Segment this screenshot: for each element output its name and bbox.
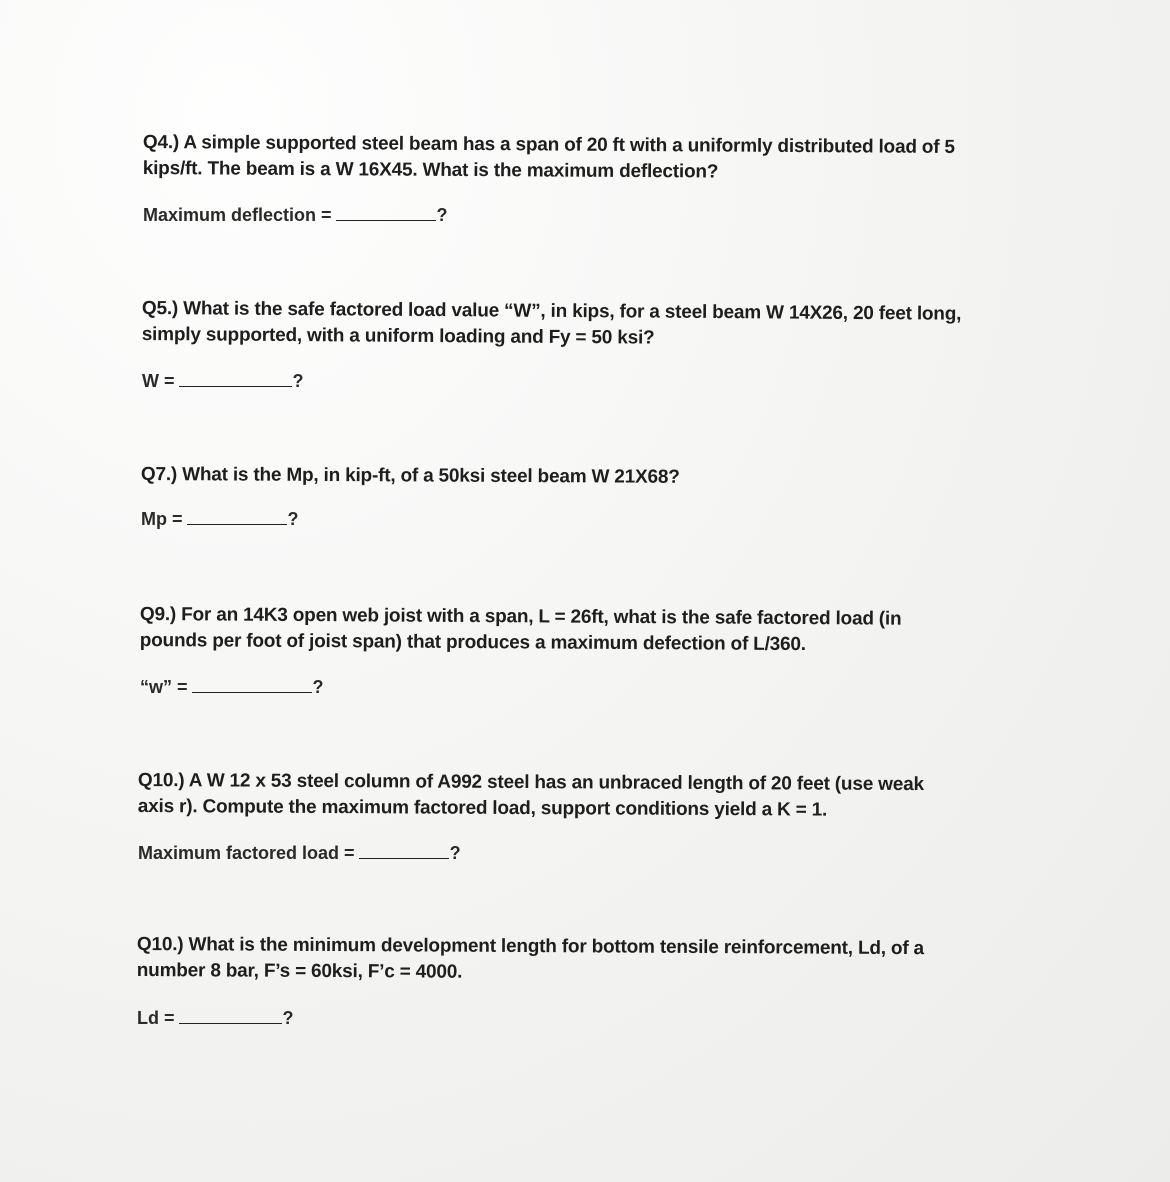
answer-suffix: ?	[436, 205, 448, 225]
question-q10-development-length	[137, 932, 1037, 989]
question-q4	[143, 130, 1043, 187]
question-q9	[140, 602, 1040, 659]
answer-suffix: ?	[287, 509, 299, 529]
answer-line-q9	[140, 676, 324, 698]
answer-blank[interactable]	[179, 370, 292, 387]
question-text-line: axis r). Compute the maximum factored load, support conditions yield a K = 1.	[137, 795, 828, 821]
question-q10-column	[138, 768, 1038, 825]
question-text-line: Q4.) A simple supported steel beam has a span of 20 ft with a uniformly distributed load of 5	[142, 131, 955, 158]
answer-line-q7	[141, 508, 299, 530]
answer-suffix: ?	[292, 371, 304, 391]
question-text-line: kips/ft. The beam is a W 16X45. What is the maximum deflection?	[142, 157, 719, 183]
answer-blank[interactable]	[179, 1007, 282, 1024]
question-text-line: Q9.) For an 14K3 open web joist with a span, L = 26ft, what is the safe factored load (in	[139, 603, 902, 630]
answer-label: W =	[142, 371, 175, 391]
answer-line-q5	[142, 370, 304, 392]
answer-blank[interactable]	[187, 508, 287, 525]
answer-label: Maximum deflection =	[143, 205, 332, 225]
answer-suffix: ?	[449, 843, 461, 863]
question-text-line: simply supported, with a uniform loading and Fy = 50 ksi?	[141, 323, 655, 349]
answer-blank[interactable]	[359, 842, 449, 859]
answer-suffix: ?	[312, 677, 324, 697]
answer-label: Maximum factored load =	[138, 843, 355, 863]
answer-line-q10-development-length	[137, 1007, 294, 1029]
answer-line-q10-column	[138, 842, 461, 864]
answer-line-q4	[143, 204, 448, 226]
question-text-line: pounds per foot of joist span) that produces a maximum defection of L/360.	[139, 629, 806, 656]
answer-label: “w” =	[140, 677, 188, 697]
answer-suffix: ?	[282, 1008, 294, 1028]
question-text-line: Q5.) What is the safe factored load value “W”, in kips, for a steel beam W 14X26, 20 feet long,	[141, 297, 962, 325]
question-text-line: Q7.) What is the Mp, in kip-ft, of a 50ksi steel beam W 21X68?	[140, 463, 680, 488]
question-text-line: Q10.) A W 12 x 53 steel column of A992 steel has an unbraced length of 20 feet (use weak	[137, 770, 924, 796]
question-text-line: number 8 bar, F’s = 60ksi, F’c = 4000.	[136, 959, 463, 983]
answer-blank[interactable]	[192, 676, 312, 693]
question-q7	[141, 462, 1041, 493]
question-q5	[142, 296, 1042, 354]
answer-label: Mp =	[141, 509, 183, 529]
answer-blank[interactable]	[336, 204, 436, 221]
question-text-line: Q10.) What is the minimum development length for bottom tensile reinforcement, Ld, of a	[136, 934, 924, 960]
answer-label: Ld =	[137, 1008, 175, 1028]
